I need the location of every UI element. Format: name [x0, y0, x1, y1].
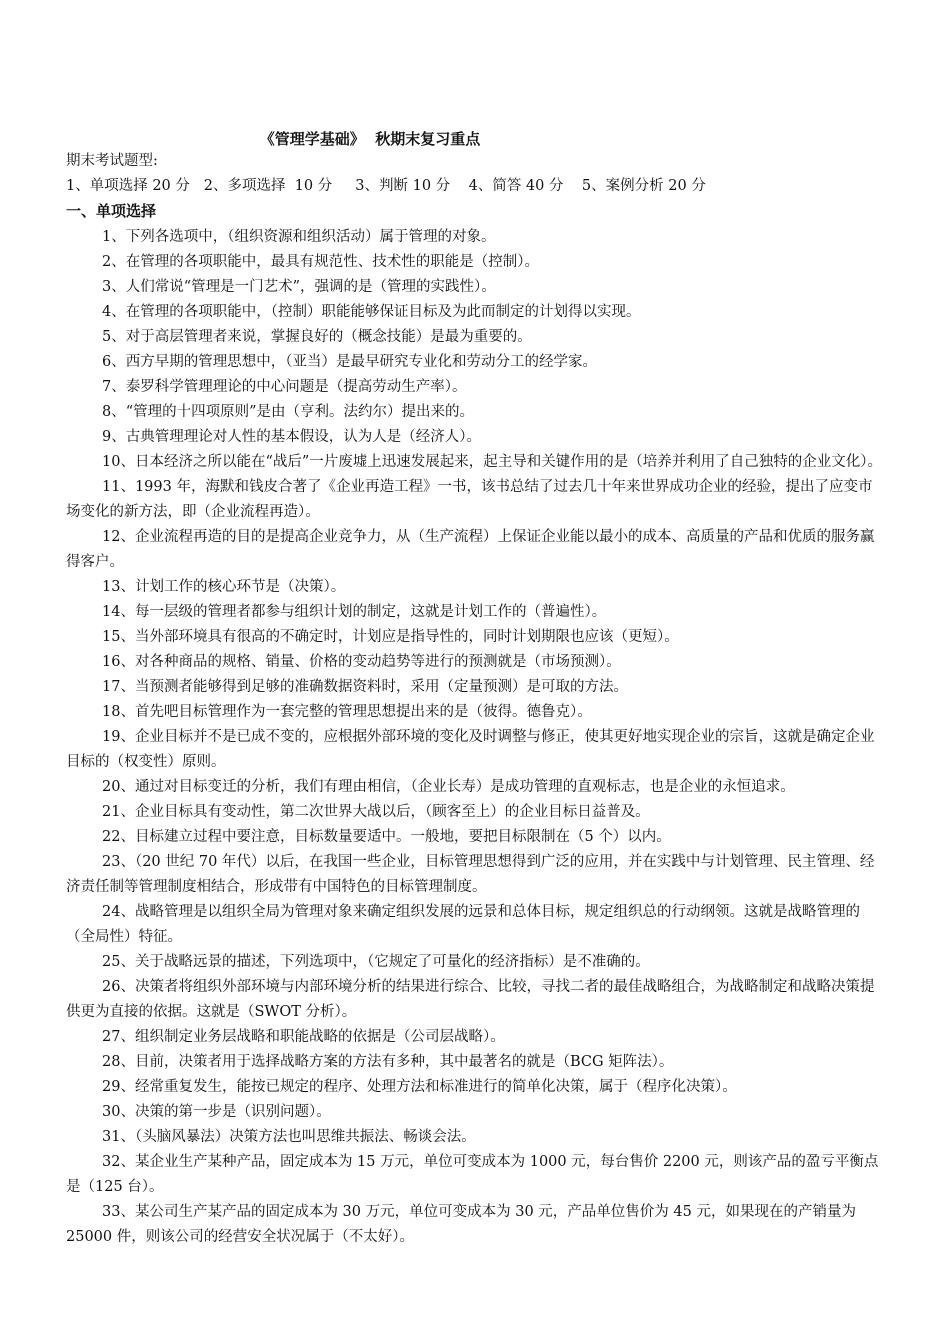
question-item: 1、下列各选项中，（组织资源和组织活动）属于管理的对象。 [102, 229, 496, 245]
question-item: 30、决策的第一步是（识别问题）。 [102, 1104, 331, 1120]
question-item: 15、当外部环境具有很高的不确定时，计划应是指导性的，同时计划期限也应该（更短）。 [102, 629, 679, 645]
question-item: 12、企业流程再造的目的是提高企业竞争力，从（生产流程）上保证企业能以最小的成本、高质量的产品和优质的服务赢得客户。 [66, 529, 875, 570]
question-item: 18、首先吧目标管理作为一套完整的管理思想提出来的是（彼得。德鲁克）。 [102, 704, 592, 720]
question-item: 13、计划工作的核心环节是（决策）。 [102, 579, 346, 595]
question-item: 8、“管理的十四项原则”是由（亨利。法约尔）提出来的。 [102, 404, 475, 420]
page-title: 《管理学基础》 秋期末复习重点 [259, 130, 481, 148]
question-item: 2、在管理的各项职能中，最具有规范性、技术性的职能是（控制）。 [102, 254, 539, 270]
question-list [66, 225, 886, 1250]
exam-type-label: 期末考试题型: [66, 153, 158, 169]
question-item: 6、西方早期的管理思想中，（亚当）是最早研究专业化和劳动分工的经学家。 [102, 354, 597, 370]
question-item: 17、当预测者能够得到足够的准确数据资料时，采用（定量预测）是可取的方法。 [102, 679, 628, 695]
question-item: 19、企业目标并不是已成不变的，应根据外部环境的变化及时调整与修正，使其更好地实现企业的宗旨，这就是确定企业目标的（权变性）原则。 [66, 729, 875, 770]
question-item: 31、（头脑风暴法）决策方法也叫思维共振法、畅谈会法。 [102, 1129, 476, 1145]
question-item: 32、某企业生产某种产品，固定成本为 15 万元，单位可变成本为 1000 元，每台售价 2200 元，则该产品的盈亏平衡点是（125 台）。 [66, 1154, 879, 1195]
question-item: 28、目前，决策者用于选择战略方案的方法有多种，其中最著名的就是（BCG 矩阵法）。 [102, 1054, 674, 1070]
question-item: 27、组织制定业务层战略和职能战略的依据是（公司层战略）。 [102, 1029, 505, 1045]
question-item: 24、战略管理是以组织全局为管理对象来确定组织发展的远景和总体目标，规定组织总的行动纲领。这就是战略管理的（全局性）特征。 [66, 904, 860, 945]
question-item: 4、在管理的各项职能中，（控制）职能能够保证目标及为此而制定的计划得以实现。 [102, 304, 641, 320]
exam-type-list: 1、单项选择 20 分 2、多项选择 10 分 3、判断 10 分 4、简答 40 分 5、案例分析 20 分 [66, 178, 706, 194]
question-item: 21、企业目标具有变动性，第二次世界大战以后，（顾客至上）的企业目标日益普及。 [102, 804, 650, 820]
question-item: 22、目标建立过程中要注意，目标数量要适中。一般地，要把目标限制在（5 个）以内。 [102, 829, 671, 845]
section-heading-single-choice: 一、单项选择 [66, 202, 157, 220]
question-item: 33、某公司生产某产品的固定成本为 30 万元，单位可变成本为 30 元，产品单位售价为 45 元，如果现在的产销量为 25000 件，则该公司的经营安全状况属于（不太好）。 [66, 1204, 856, 1245]
question-item: 14、每一层级的管理者都参与组织计划的制定，这就是计划工作的（普遍性）。 [102, 604, 607, 620]
question-item: 9、古典管理理论对人性的基本假设，认为人是（经济人）。 [102, 429, 481, 445]
question-item: 11、1993 年，海默和钱皮合著了《企业再造工程》一书，该书总结了过去几十年来世界成功企业的经验，提出了应变市场变化的新方法，即（企业流程再造）。 [66, 479, 873, 520]
question-item: 25、关于战略远景的描述，下列选项中，（它规定了可量化的经济指标）是不准确的。 [102, 954, 650, 970]
question-item: 5、对于高层管理者来说，掌握良好的（概念技能）是最为重要的。 [102, 329, 532, 345]
question-item: 26、决策者将组织外部环境与内部环境分析的结果进行综合、比较，寻找二者的最佳战略组合，为战略制定和战略决策提供更为直接的依据。这就是（SWOT 分析）。 [66, 979, 875, 1020]
question-item: 23、（20 世纪 70 年代）以后，在我国一些企业，目标管理思想得到广泛的应用，并在实践中与计划管理、民主管理、经济责任制等管理制度相结合，形成带有中国特色的目标管理制度。 [66, 854, 875, 895]
question-item: 29、经常重复发生，能按已规定的程序、处理方法和标准进行的简单化决策，属于（程序化决策）。 [102, 1079, 737, 1095]
question-item: 3、人们常说“管理是一门艺术”，强调的是（管理的实践性）。 [102, 279, 496, 295]
question-item: 7、泰罗科学管理理论的中心问题是（提高劳动生产率）。 [102, 379, 467, 395]
question-item: 10、日本经济之所以能在“战后”一片废墟上迅速发展起来，起主导和关键作用的是（培养并利用了自己独特的企业文化）。 [102, 454, 883, 470]
question-item: 16、对各种商品的规格、销量、价格的变动趋势等进行的预测就是（市场预测）。 [102, 654, 621, 670]
question-item: 20、通过对目标变迁的分析，我们有理由相信，（企业长寿）是成功管理的直观标志，也是企业的永恒追求。 [102, 779, 795, 795]
